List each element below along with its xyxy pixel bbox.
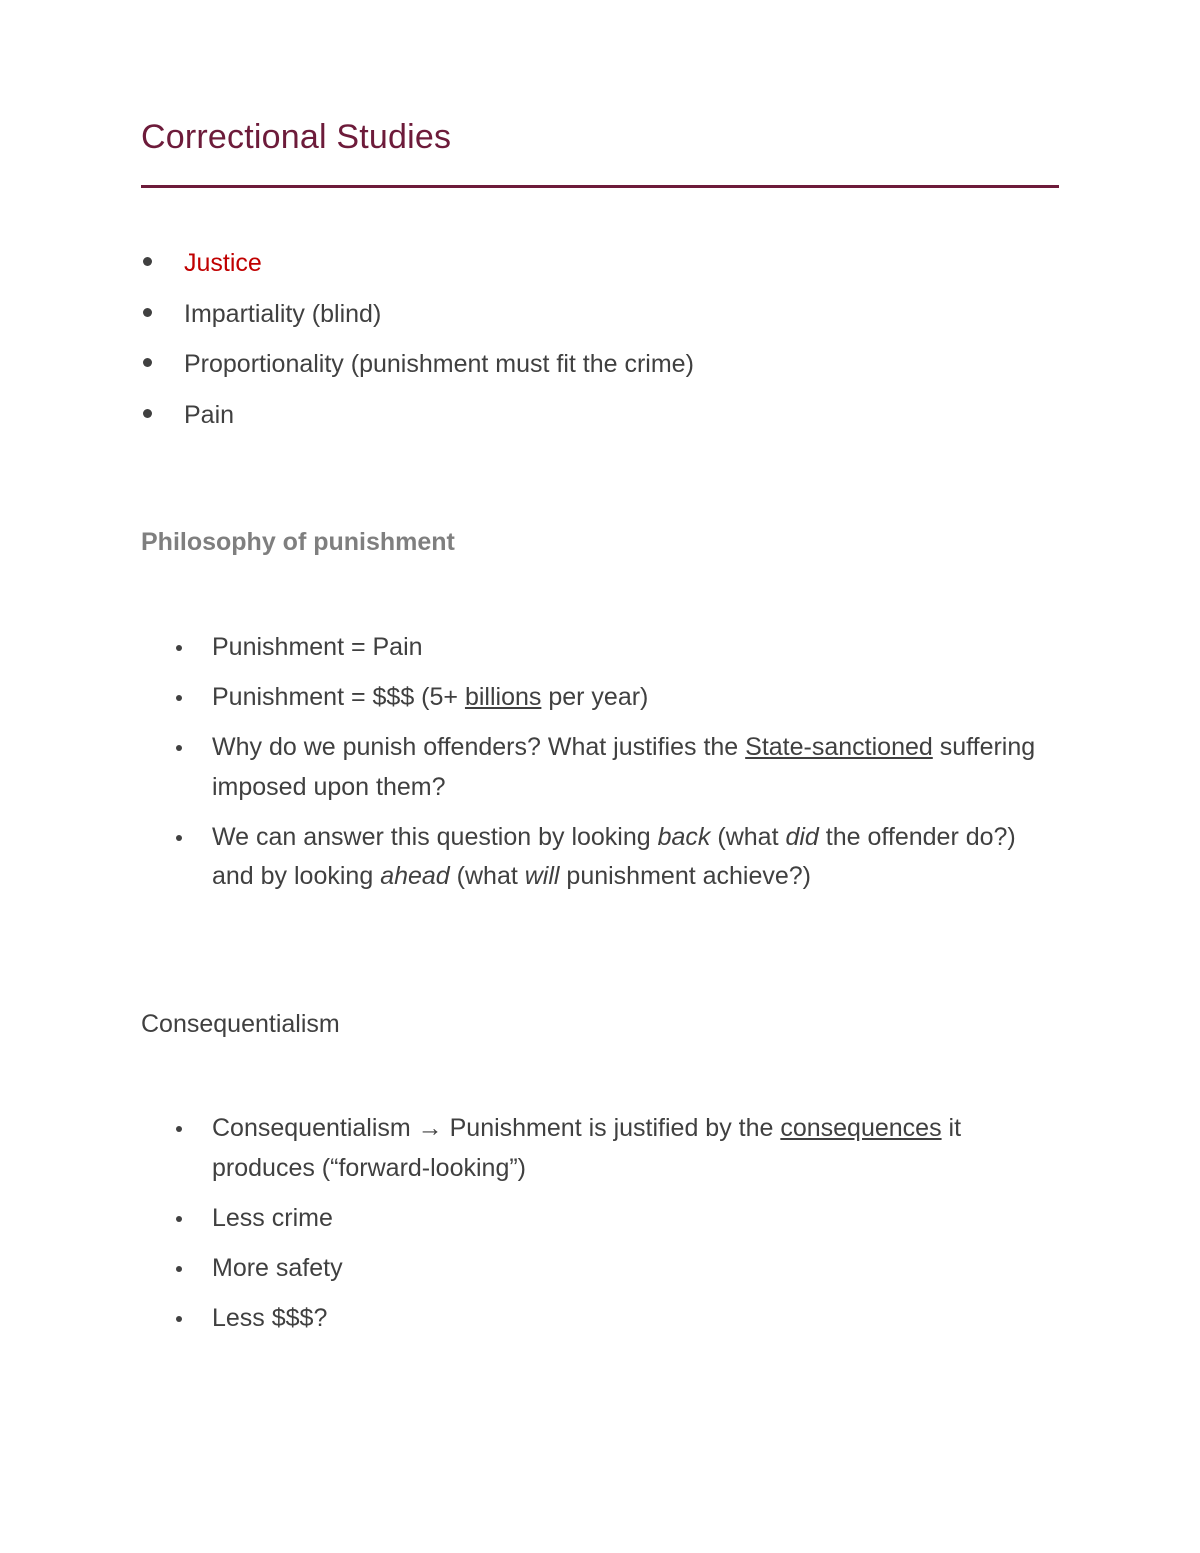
list-item-text: We can answer this question by looking <box>212 822 658 851</box>
bullet-icon <box>176 1216 182 1222</box>
list-item <box>176 728 1036 807</box>
section-heading-consequentialism: Consequentialism <box>141 1010 340 1038</box>
bullet-icon <box>176 835 182 841</box>
list-item-text-pre: Why do we punish offenders? What justifies the <box>212 733 746 761</box>
list-item-text-post: suffering imposed upon them? <box>212 733 1036 801</box>
list-item <box>141 390 694 441</box>
bullet-icon <box>143 409 152 418</box>
list-item <box>141 339 694 390</box>
consequentialism-list <box>176 1109 1036 1349</box>
bullet-icon <box>176 1266 182 1272</box>
list-item-text: Less $$$? <box>212 1303 328 1332</box>
underlined-term: consequences <box>780 1114 942 1142</box>
list-item-text: (what <box>710 822 786 851</box>
list-item <box>176 818 1036 897</box>
philosophy-list <box>176 628 1036 907</box>
list-item-text-post: per year) <box>541 683 649 711</box>
list-item-text-mid: Punishment is justified by the <box>442 1114 781 1142</box>
list-item-text: Justice <box>184 249 262 277</box>
list-item <box>141 289 694 340</box>
list-item <box>176 1299 1036 1339</box>
list-item-text: More safety <box>212 1253 343 1282</box>
bullet-icon <box>176 695 182 701</box>
section-heading-philosophy: Philosophy of punishment <box>141 528 455 556</box>
list-item <box>176 1249 1036 1289</box>
list-item-text: Impartiality (blind) <box>184 299 382 328</box>
bullet-icon <box>143 308 152 317</box>
bullet-icon <box>143 257 152 266</box>
italic-term: did <box>785 822 819 851</box>
list-item-text: Proportionality (punishment must fit the crime) <box>184 350 694 379</box>
list-item-text-post: it produces (“forward-looking”) <box>212 1114 962 1182</box>
list-item-text: the offender do?) and by looking <box>212 822 1016 890</box>
list-item-text: punishment achieve?) <box>559 862 812 890</box>
underlined-term: State-sanctioned <box>745 733 933 761</box>
list-item-text: Punishment = Pain <box>212 633 423 661</box>
list-item-text: Less crime <box>212 1203 333 1232</box>
italic-term: ahead <box>380 862 450 890</box>
underlined-term: billions <box>464 683 542 711</box>
list-item <box>176 1199 1036 1239</box>
list-item <box>176 678 1036 718</box>
bullet-icon <box>176 745 182 751</box>
italic-term: back <box>657 822 711 851</box>
bullet-icon <box>176 1126 182 1132</box>
list-item <box>176 628 1036 668</box>
key-concepts-list <box>141 238 694 440</box>
list-item-text: Pain <box>184 400 235 429</box>
list-item <box>141 238 694 289</box>
title-divider <box>141 185 1059 188</box>
bullet-icon <box>176 1316 182 1322</box>
bullet-icon <box>176 645 182 651</box>
page-title: Correctional Studies <box>141 118 452 156</box>
bullet-icon <box>143 358 152 367</box>
list-item <box>176 1109 1036 1188</box>
list-item-text-pre: Consequentialism <box>212 1114 418 1142</box>
list-item-text: (what <box>449 862 525 890</box>
right-arrow-icon: → <box>417 1114 443 1142</box>
italic-term: will <box>524 862 560 890</box>
list-item-text-pre: Punishment = $$$ (5+ <box>212 683 465 711</box>
